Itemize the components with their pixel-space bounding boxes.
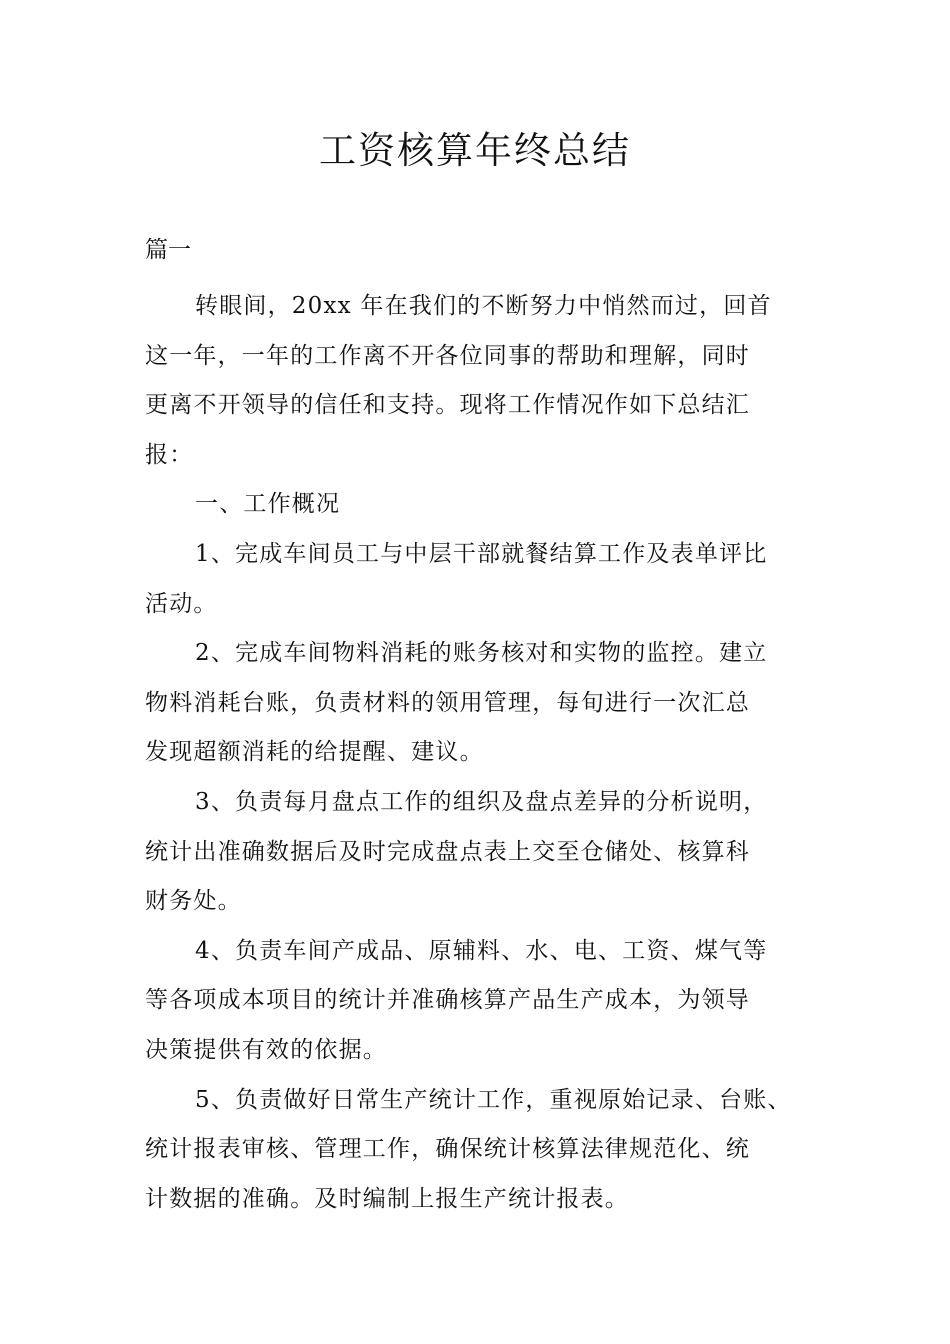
- paragraph-line: 物料消耗台账，负责材料的领用管理，每旬进行一次汇总: [145, 689, 750, 716]
- paragraph-line: 转眼间，20xx 年在我们的不断努力中悄然而过，回首: [195, 293, 772, 319]
- section-label: 篇一: [145, 237, 191, 263]
- paragraph-line: 2、完成车间物料消耗的账务核对和实物的监控。建立: [195, 640, 768, 667]
- paragraph-line: 统计报表审核、管理工作，确保统计核算法律规范化、统: [145, 1136, 750, 1163]
- document-title: 工资核算年终总结: [319, 129, 631, 172]
- paragraph-line: 更离不开领导的信任和支持。现将工作情况作如下总结汇: [145, 392, 750, 419]
- paragraph-line: 这一年，一年的工作离不开各位同事的帮助和理解，同时: [145, 342, 750, 369]
- paragraph-line: 计数据的准确。及时编制上报生产统计报表。: [145, 1185, 629, 1212]
- paragraph-line: 财务处。: [145, 888, 242, 915]
- paragraph-intro: [145, 282, 815, 480]
- paragraph-line: 3、负责每月盘点工作的组织及盘点差异的分析说明，: [195, 788, 768, 815]
- paragraph-item-4: [145, 927, 815, 1076]
- paragraph-item-1: [145, 530, 815, 629]
- paragraph-item-2: [145, 629, 815, 778]
- paragraph-item-3: [145, 778, 815, 927]
- paragraph-line: 发现超额消耗的给提醒、建议。: [145, 739, 484, 766]
- document-body: [145, 282, 815, 1224]
- paragraph-line: 5、负责做好日常生产统计工作，重视原始记录、台账、: [195, 1086, 792, 1113]
- paragraph-line: 4、负责车间产成品、原辅料、水、电、工资、煤气等: [195, 937, 768, 964]
- paragraph-line: 报：: [145, 441, 194, 468]
- paragraph-line: 统计出准确数据后及时完成盘点表上交至仓储处、核算科: [145, 838, 750, 865]
- heading-line: 一、工作概况: [195, 491, 341, 518]
- paragraph-line: 等各项成本项目的统计并准确核算产品生产成本，为领导: [145, 987, 750, 1014]
- paragraph-line: 决策提供有效的依据。: [145, 1036, 387, 1063]
- paragraph-line: 活动。: [145, 590, 218, 617]
- paragraph-line: 1、完成车间员工与中层干部就餐结算工作及表单评比: [195, 540, 768, 567]
- paragraph-item-5: [145, 1076, 815, 1225]
- section-heading: [145, 480, 815, 530]
